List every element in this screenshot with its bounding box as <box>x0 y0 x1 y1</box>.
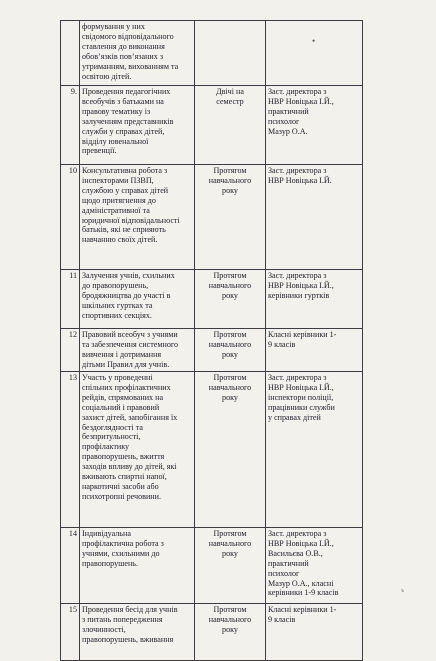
activity-cell-line: шкільних гуртках та <box>82 300 153 310</box>
term-cell-line: навчального <box>208 175 252 185</box>
responsible-cell-line: працівники служби <box>268 402 335 412</box>
activity-cell <box>80 372 195 528</box>
activity-cell-line: служби у справах дітей, <box>82 126 165 136</box>
term-cell-line: року <box>222 392 238 402</box>
term-cell-line: навчального <box>208 280 252 290</box>
responsible-cell-line: керівники гуртків <box>268 290 330 300</box>
term-cell <box>195 21 266 86</box>
activity-cell-line: заходів впливу до дітей, які <box>82 462 177 472</box>
term-cell-line: навчального <box>208 538 252 548</box>
responsible-cell-line: 9 класів <box>268 339 296 349</box>
activity-cell-line: профілактику <box>82 442 130 452</box>
responsible-cell-line: психолог <box>268 116 300 126</box>
row-number: 15 <box>61 604 80 661</box>
term-cell <box>195 165 266 270</box>
activity-cell-line: адміністративної та <box>82 205 150 215</box>
responsible-cell-line: практичний <box>268 106 309 116</box>
responsible-cell <box>266 372 363 528</box>
row-number <box>61 21 80 86</box>
responsible-cell-line: Мазур О.А. <box>268 126 308 136</box>
activity-cell-line: утриманням, вихованням та <box>82 61 179 71</box>
responsible-cell-line: 9 класів <box>268 614 296 624</box>
term-cell <box>195 528 266 604</box>
responsible-cell <box>266 528 363 604</box>
table-row <box>61 604 363 661</box>
responsible-cell <box>266 21 363 86</box>
activity-cell-line: наркотичні засоби або <box>82 481 159 491</box>
activity-cell-line: превенції. <box>82 146 117 156</box>
term-cell-line: Протягом <box>213 605 247 614</box>
scan-mark: ъ <box>401 588 405 594</box>
row-number: 9. <box>61 86 80 165</box>
responsible-cell-line: Заст. директора з <box>268 87 327 96</box>
term-cell <box>195 270 266 329</box>
term-cell <box>195 604 266 661</box>
activity-cell-line: юридичної відповідальності <box>82 215 180 225</box>
activity-cell-line: бродяжництва до участі в <box>82 290 171 300</box>
row-number: 14 <box>61 528 80 604</box>
activity-cell-line: Консультативна робота з <box>82 166 168 175</box>
term-cell <box>195 86 266 165</box>
term-cell-line: навчального <box>208 614 252 624</box>
responsible-cell-line: НВР Новіцька І.Й. <box>268 175 332 185</box>
activity-cell-line: правову тематику із <box>82 106 151 116</box>
activity-cell-line: інспекторами ПЗВП, <box>82 175 154 185</box>
activity-cell-line: соціальний і правовий <box>82 402 160 412</box>
responsible-cell-line: Васильєва О.В., <box>268 548 323 558</box>
responsible-cell-line: практичний <box>268 558 309 568</box>
responsible-cell-line: Заст. директора з <box>268 166 327 175</box>
activity-cell-line: рейдів, спрямованих на <box>82 392 164 402</box>
responsible-cell-line: у справах дітей <box>268 412 321 422</box>
term-cell-line: року <box>222 624 238 634</box>
activity-cell-line: всеобучів з батьками на <box>82 96 164 106</box>
activity-cell-line: вживають спиртні напої, <box>82 472 167 482</box>
responsible-cell-line: психолог <box>268 568 300 578</box>
activity-cell-line: батьків, які не сприяють <box>82 225 166 235</box>
activity-cell <box>80 270 195 329</box>
term-cell-line: року <box>222 185 238 195</box>
activity-cell-line: Залучення учнів, схильних <box>82 271 175 280</box>
activity-cell-line: відділу ювенальної <box>82 136 149 146</box>
responsible-cell <box>266 329 363 372</box>
activity-cell <box>80 21 195 86</box>
activity-cell <box>80 86 195 165</box>
responsible-cell-line: Заст. директора з <box>268 373 327 382</box>
activity-cell-line: навчанню своїх дітей. <box>82 235 158 245</box>
activity-cell-line: правопорушень, вжиття <box>82 452 165 462</box>
table-row <box>61 86 363 165</box>
activity-cell <box>80 165 195 270</box>
responsible-cell-line: НВР Новіцька І.Й., <box>268 382 334 392</box>
term-cell-line: Протягом <box>213 166 247 175</box>
activity-cell <box>80 528 195 604</box>
term-cell-line: року <box>222 349 238 359</box>
activity-cell-line: правопорушень. <box>82 558 139 568</box>
responsible-cell-line: Заст. директора з <box>268 529 327 538</box>
activity-cell-line: щодо притягнення до <box>82 195 156 205</box>
activity-cell <box>80 329 195 372</box>
term-cell-line: року <box>222 290 238 300</box>
activity-cell-line: безпритульності, <box>82 432 141 442</box>
responsible-cell-line: керівники 1-9 класів <box>268 588 339 598</box>
row-number: 10 <box>61 165 80 270</box>
table-row <box>61 270 363 329</box>
activity-cell-line: ставлення до виконання <box>82 41 165 51</box>
term-cell-line: Протягом <box>213 330 247 339</box>
activity-cell-line: вивчення і дотримання <box>82 349 162 359</box>
term-cell-line: року <box>222 548 238 558</box>
responsible-cell-line: Класні керівники 1- <box>268 605 337 614</box>
activity-cell-line: бездоглядності та <box>82 422 143 432</box>
term-cell-line: Двічі на <box>216 87 244 96</box>
activity-cell-line: дітьми Правил для учнів. <box>82 359 170 369</box>
activity-cell <box>80 604 195 661</box>
term-cell <box>195 372 266 528</box>
responsible-cell <box>266 604 363 661</box>
activity-cell-line: учнями, схильними до <box>82 548 160 558</box>
activity-cell-line: освітою дітей. <box>82 71 132 81</box>
activity-cell-line: формування у них <box>82 22 145 31</box>
table-row <box>61 165 363 270</box>
activity-cell-line: Правовий всеобуч з учнями <box>82 330 178 339</box>
term-cell-line: Протягом <box>213 529 247 538</box>
activity-cell-line: залученням представників <box>82 116 174 126</box>
row-number: 11 <box>61 270 80 329</box>
activity-cell-line: Участь у проведенні <box>82 373 153 382</box>
responsible-cell <box>266 86 363 165</box>
activity-cell-line: та забезпечення системного <box>82 339 179 349</box>
responsible-cell-line: Класні керівники 1- <box>268 330 337 339</box>
activity-cell-line: службою у справах дітей <box>82 185 169 195</box>
table-row <box>61 21 363 86</box>
responsible-cell <box>266 270 363 329</box>
term-cell <box>195 329 266 372</box>
row-number: 12 <box>61 329 80 372</box>
activity-cell-line: з питань попередження <box>82 614 163 624</box>
activity-cell-line: Індивідуальна <box>82 529 131 538</box>
table-row <box>61 372 363 528</box>
responsible-cell-line: НВР Новіцька І.Й., <box>268 96 334 106</box>
scan-mark: • <box>312 36 316 46</box>
responsible-cell <box>266 165 363 270</box>
term-cell-line: семестр <box>216 96 244 106</box>
row-number: 13 <box>61 372 80 528</box>
activity-cell-line: правопорушень, вживання <box>82 634 174 644</box>
responsible-cell-line: НВР Новіцька І.Й., <box>268 280 334 290</box>
term-cell-line: навчального <box>208 382 252 392</box>
activity-plan-table <box>60 20 363 661</box>
activity-cell-line: спортивних секціях. <box>82 310 152 320</box>
table-row <box>61 329 363 372</box>
activity-cell-line: спільних профілактичних <box>82 382 171 392</box>
responsible-cell-line: Мазур О.А., класні <box>268 578 334 588</box>
activity-cell-line: захист дітей, запобігання їх <box>82 412 178 422</box>
activity-cell-line: обов’язків пов’язаних з <box>82 51 164 61</box>
activity-cell-line: Проведення педагогічних <box>82 87 171 96</box>
responsible-cell-line: Заст. директора з <box>268 271 327 280</box>
term-cell-line: Протягом <box>213 373 247 382</box>
term-cell-line: Протягом <box>213 271 247 280</box>
term-cell-line: навчального <box>208 339 252 349</box>
activity-cell-line: профілактична робота з <box>82 538 164 548</box>
activity-cell-line: до правопорушень, <box>82 280 149 290</box>
table-body <box>61 21 363 661</box>
responsible-cell-line: НВР Новіцька І.Й., <box>268 538 334 548</box>
activity-cell-line: Проведення бесід для учнів <box>82 605 178 614</box>
activity-cell-line: психотропні речовини. <box>82 491 161 501</box>
activity-cell-line: злочинності, <box>82 624 126 634</box>
activity-cell-line: свідомого відповідального <box>82 31 174 41</box>
table-row <box>61 528 363 604</box>
responsible-cell-line: інспектори поліції, <box>268 392 334 402</box>
